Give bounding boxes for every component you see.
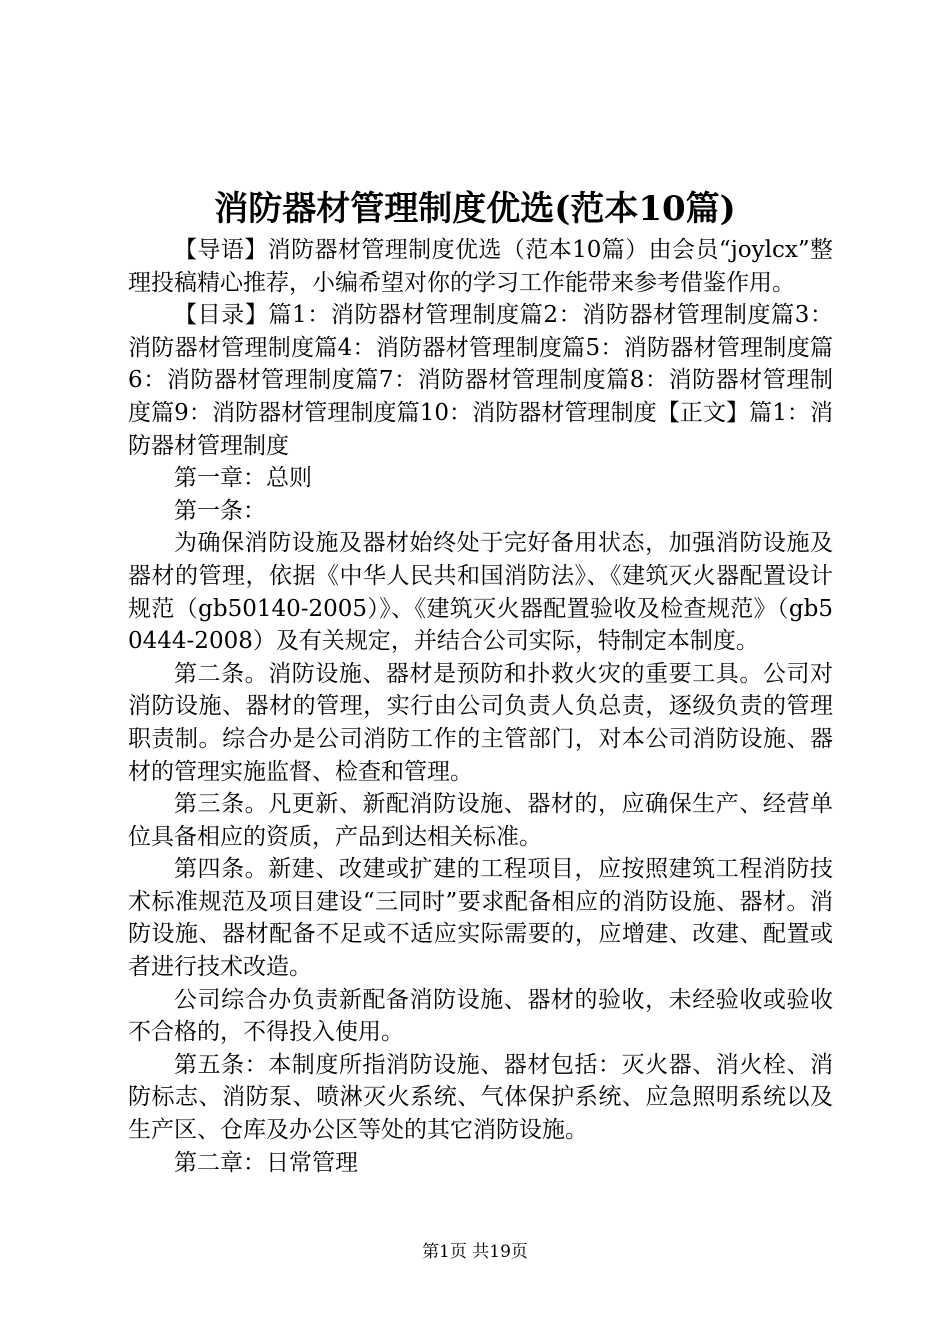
paragraph: 为确保消防设施及器材始终处于完好备用状态，加强消防设施及器材的管理，依据《中华人民共和国消防法》、《建筑灭火器配置设计规范（gb50140-2005）》、《建筑灭火器配置验收及检查规范》（gb50444-2008）及有关规定，并结合公司实际，特制定本制度。	[128, 530, 833, 655]
document-body	[128, 234, 833, 1179]
article-heading: 第一条：	[174, 497, 266, 524]
paragraph: 公司综合办负责新配备消防设施、器材的验收，未经验收或验收不合格的，不得投入使用。	[128, 986, 833, 1046]
page-number: 第1页 共19页	[422, 1242, 528, 1262]
paragraph-toc: 【目录】篇1：消防器材管理制度篇2：消防器材管理制度篇3：消防器材管理制度篇4：消防器材管理制度篇5：消防器材管理制度篇6：消防器材管理制度篇7：消防器材管理制度篇8：消防器材管理制度篇9：消防器材管理制度篇10：消防器材管理制度【正文】篇1：消防器材管理制度	[128, 302, 833, 459]
paragraph: 第三条。凡更新、新配消防设施、器材的，应确保生产、经营单位具备相应的资质，产品到达相关标准。	[128, 791, 833, 850]
chapter-heading: 第二章：日常管理	[174, 1149, 358, 1176]
paragraph-intro: 【导语】消防器材管理制度优选（范本10篇）由会员“joylcx”整理投稿精心推荐，小编希望对你的学习工作能带来参考借鉴作用。	[128, 237, 833, 296]
chapter-heading: 第一章：总则	[174, 465, 312, 492]
document-title: 消防器材管理制度优选(范本10篇)	[214, 189, 736, 229]
paragraph: 第五条：本制度所指消防设施、器材包括：灭火器、消火栓、消防标志、消防泵、喷淋灭火系统、气体保护系统、应急照明系统以及生产区、仓库及办公区等处的其它消防设施。	[128, 1051, 833, 1144]
paragraph: 第四条。新建、改建或扩建的工程项目，应按照建筑工程消防技术标准规范及项目建设“三同时”要求配备相应的消防设施、器材。消防设施、器材配备不足或不适应实际需要的，应增建、改建、配置或者进行技术改造。	[128, 856, 833, 981]
paragraph: 第二条。消防设施、器材是预防和扑救火灾的重要工具。公司对消防设施、器材的管理，实行由公司负责人负总责，逐级负责的管理职责制。综合办是公司消防工作的主管部门，对本公司消防设施、器材的管理实施监督、检查和管理。	[128, 660, 833, 785]
